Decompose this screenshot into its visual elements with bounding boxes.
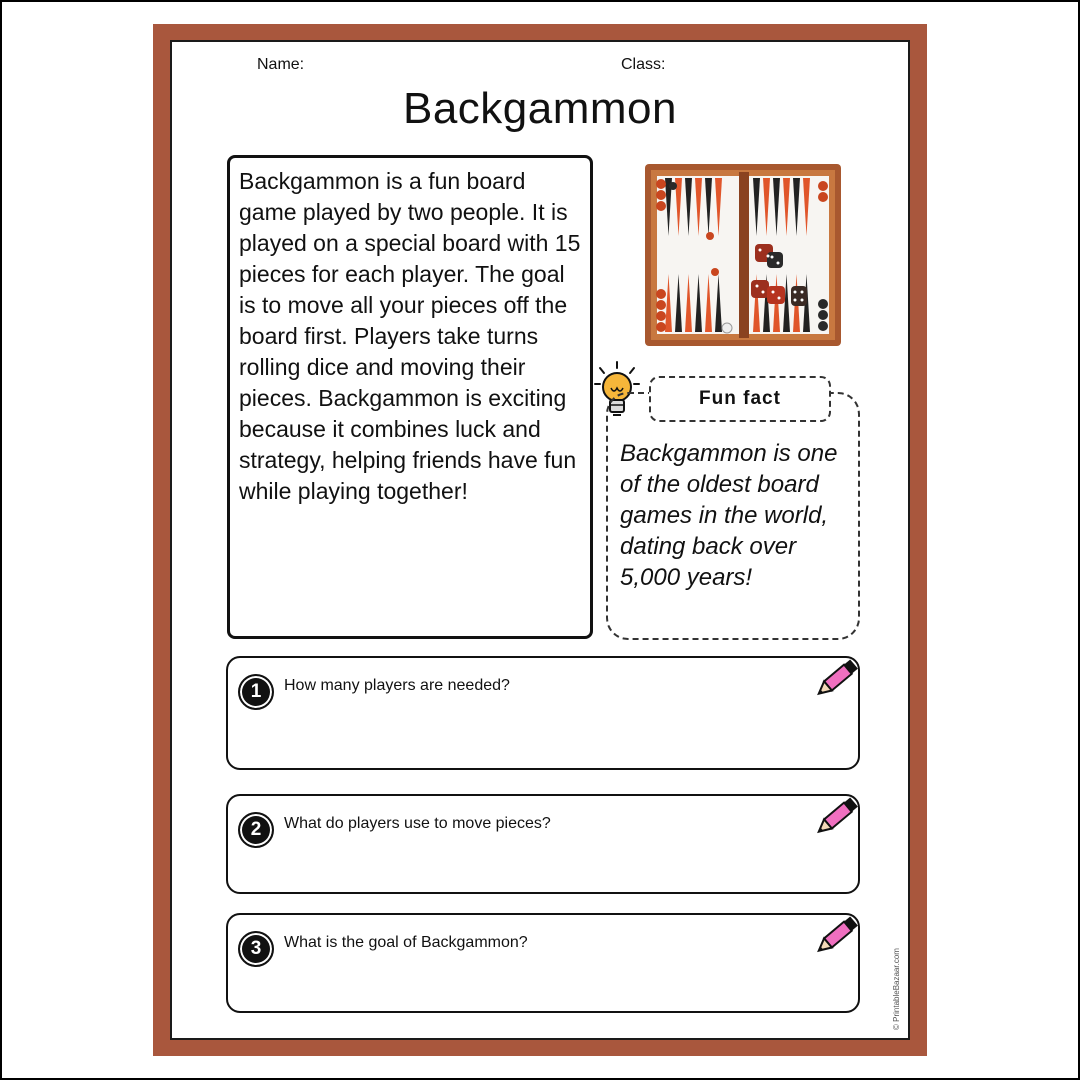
class-label: Class: — [621, 56, 666, 73]
reading-passage: Backgammon is a fun board game played by two people. It is played on a special board with 15 pieces for each player. The goal is to move all your pieces off the board first. Players take turns rolling dice and moving their pieces. Backgammon is exciting because it combines luck and strategy, helping friends have fun while playing together! — [227, 155, 593, 639]
fun-fact-label: Fun fact — [649, 376, 831, 422]
question-1-number: 1 — [238, 674, 274, 710]
page-title: Backgammon — [402, 84, 677, 133]
fun-fact-box: Backgammon is one of the oldest board games in the world, dating back over 5,000 years! — [606, 392, 860, 640]
question-3-number: 3 — [238, 931, 274, 967]
backgammon-board-image — [645, 164, 841, 346]
question-2-box[interactable] — [226, 794, 860, 894]
pencil-icon — [816, 907, 866, 957]
question-2-text: What do players use to move pieces? — [284, 815, 551, 832]
name-label: Name: — [257, 56, 305, 73]
question-1-box[interactable] — [226, 656, 860, 770]
pencil-icon — [816, 788, 866, 838]
question-1-text: How many players are needed? — [284, 677, 510, 694]
copyright-text: © PrintableBazaar.com — [892, 948, 901, 1030]
question-3-text: What is the goal of Backgammon? — [284, 934, 528, 951]
question-2-number: 2 — [238, 812, 274, 848]
pencil-icon — [816, 650, 866, 700]
question-3-box[interactable] — [226, 913, 860, 1013]
